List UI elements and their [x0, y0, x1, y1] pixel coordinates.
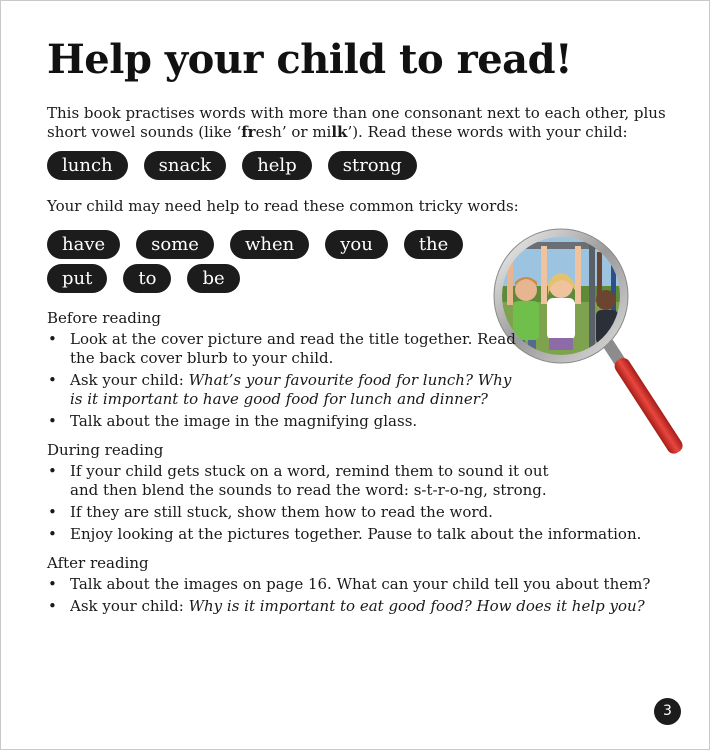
tricky-word-pill: some	[136, 230, 214, 259]
page-number-badge: 3	[654, 698, 681, 725]
tricky-words-intro: Your child may need help to read these common tricky words:	[47, 197, 519, 215]
list-item	[47, 462, 550, 500]
before-reading-list	[47, 330, 517, 434]
tricky-word-pill: you	[325, 230, 388, 259]
practice-word-pill: strong	[328, 151, 417, 180]
intro-example2-bold: lk	[331, 123, 348, 141]
list-item-question: What’s your favourite food for lunch? Why is it important to have good food for lunch and dinner?	[70, 371, 512, 408]
during-reading-heading: During reading	[47, 441, 164, 459]
before-reading-heading: Before reading	[47, 309, 161, 327]
list-item-text: If your child gets stuck on a word, remind them to sound it out and then blend the sounds to read the word: s-t-r-o-ng, strong.	[70, 462, 549, 499]
practice-word-pill: lunch	[47, 151, 128, 180]
after-reading-list	[47, 575, 657, 619]
tricky-words-row-1	[47, 230, 463, 259]
intro-text-after: ’). Read these words with your child:	[347, 123, 628, 141]
list-item	[47, 412, 517, 431]
list-item	[47, 597, 657, 616]
tricky-word-pill: when	[230, 230, 309, 259]
list-item-question: Why is it important to eat good food? How does it help you?	[188, 597, 645, 615]
list-item	[47, 503, 647, 522]
practice-word-pill: help	[242, 151, 312, 180]
intro-example1-bold: fr	[241, 123, 256, 141]
after-reading-heading: After reading	[47, 554, 149, 572]
list-item-prefix: Ask your child:	[70, 371, 189, 389]
page-title: Help your child to read!	[47, 36, 573, 83]
tricky-word-pill: put	[47, 264, 107, 293]
during-reading-list	[47, 462, 647, 547]
magnifying-glass-icon	[493, 228, 683, 473]
list-item-text: If they are still stuck, show them how to read the word.	[70, 503, 493, 521]
list-item	[47, 330, 517, 368]
list-item	[47, 575, 657, 594]
list-item-text: Enjoy looking at the pictures together. Pause to talk about the information.	[70, 525, 642, 543]
list-item-text: Talk about the image in the magnifying glass.	[70, 412, 418, 430]
tricky-word-pill: to	[123, 264, 171, 293]
list-item-text: Look at the cover picture and read the title together. Read the back cover blurb to your child.	[70, 330, 516, 367]
intro-text-before: This book practises words with more than one consonant next to each other, plus short vowel sounds (like ‘	[47, 104, 666, 141]
tricky-words-row-2	[47, 264, 240, 293]
intro-paragraph	[47, 104, 667, 142]
tricky-word-pill: the	[404, 230, 463, 259]
list-item-text: Talk about the images on page 16. What can your child tell you about them?	[70, 575, 651, 593]
intro-example1-rest: esh’ or mi	[255, 123, 332, 141]
list-item-prefix: Ask your child:	[70, 597, 189, 615]
practice-words-row	[47, 151, 417, 180]
tricky-word-pill: be	[187, 264, 239, 293]
tricky-word-pill: have	[47, 230, 120, 259]
list-item	[47, 371, 517, 409]
list-item	[47, 525, 647, 544]
practice-word-pill: snack	[144, 151, 227, 180]
